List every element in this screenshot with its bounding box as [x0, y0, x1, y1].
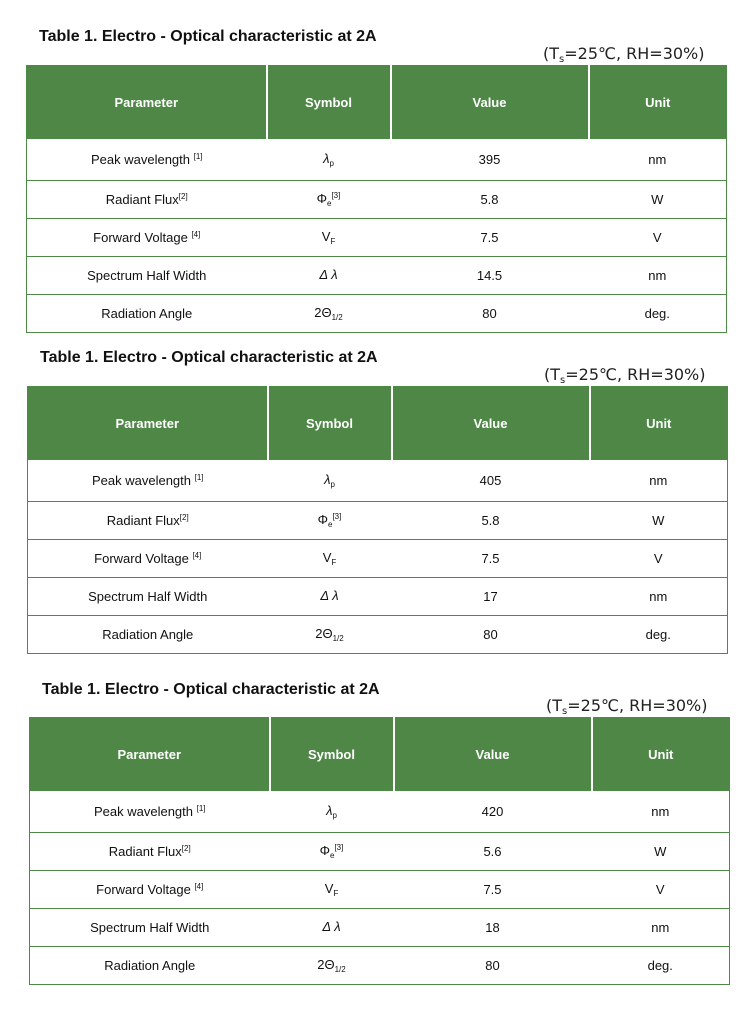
col-header-parameter: Parameter: [28, 387, 268, 460]
symbol-main: 2Θ: [315, 626, 333, 641]
param-ref: [4]: [192, 551, 202, 560]
param-ref: [2]: [179, 513, 189, 522]
table-row: [30, 791, 730, 833]
value-cell: 7.5: [392, 540, 590, 578]
symbol-main: 2Θ: [317, 957, 335, 972]
param-cell: [27, 139, 267, 181]
unit-cell: W: [589, 181, 727, 219]
symbol-cell: [268, 540, 392, 578]
symbol-cell: [267, 219, 391, 257]
header-row: [27, 66, 727, 139]
symbol-main: λ: [323, 151, 330, 166]
table-1-title: Table 1. Electro - Optical characteristic at 2A: [39, 28, 377, 45]
param-text: Radiant Flux: [106, 513, 180, 528]
symbol-sub: e: [328, 520, 333, 529]
value-cell: 7.5: [391, 219, 589, 257]
param-cell: [27, 295, 267, 333]
symbol-sub: 1/2: [332, 634, 344, 643]
param-text: Radiant Flux: [108, 844, 182, 859]
value-cell: 14.5: [391, 257, 589, 295]
param-ref: [2]: [178, 192, 188, 201]
symbol-cell: [270, 947, 394, 985]
param-text: Radiation Angle: [104, 958, 196, 973]
cond-open: (T: [543, 44, 560, 63]
spec-table-2: [27, 386, 728, 654]
symbol-cell: [270, 833, 394, 871]
param-text: Forward Voltage: [94, 551, 193, 566]
col-header-symbol: Symbol: [270, 718, 394, 791]
symbol-cell: [268, 578, 392, 616]
param-text: Peak wavelength: [91, 473, 195, 488]
col-header-parameter: Parameter: [27, 66, 267, 139]
param-cell: [27, 257, 267, 295]
param-text: Radiation Angle: [101, 306, 193, 321]
cond-open: (T: [544, 365, 561, 384]
unit-cell: W: [592, 833, 730, 871]
param-ref: [2]: [181, 844, 191, 853]
param-text: Forward Voltage: [93, 230, 192, 245]
header-row: [28, 387, 728, 460]
symbol-cell: [267, 295, 391, 333]
symbol-cell: [270, 791, 394, 833]
symbol-main: V: [321, 229, 331, 244]
symbol-sub: 1/2: [334, 965, 346, 974]
col-header-symbol: Symbol: [267, 66, 391, 139]
unit-cell: nm: [589, 139, 727, 181]
symbol-sub: 1/2: [331, 313, 343, 322]
cond-sub: s: [562, 706, 568, 717]
table-row: [28, 502, 728, 540]
col-header-symbol: Symbol: [268, 387, 392, 460]
param-text: Spectrum Half Width: [87, 268, 207, 283]
symbol-sub: e: [327, 199, 332, 208]
value-cell: 17: [392, 578, 590, 616]
param-cell: [30, 791, 270, 833]
symbol-main: Φ: [317, 512, 328, 527]
unit-cell: W: [590, 502, 728, 540]
symbol-cell: [270, 871, 394, 909]
col-header-unit: Unit: [592, 718, 730, 791]
table-2-conditions: [544, 365, 706, 386]
table-row: [28, 616, 728, 654]
symbol-sub: F: [331, 558, 337, 567]
cond-sub: s: [560, 375, 566, 386]
param-text: Forward Voltage: [96, 882, 195, 897]
param-cell: [30, 909, 270, 947]
col-header-value: Value: [394, 718, 592, 791]
symbol-cell: [268, 616, 392, 654]
unit-cell: deg.: [592, 947, 730, 985]
symbol-cell: [267, 257, 391, 295]
param-cell: [28, 578, 268, 616]
unit-cell: nm: [590, 460, 728, 502]
spec-table-3: [29, 717, 730, 985]
unit-cell: nm: [590, 578, 728, 616]
param-ref: [4]: [194, 882, 204, 891]
cond-rest: =25℃, RH=30%): [564, 44, 705, 63]
table-3-conditions: [546, 696, 708, 717]
symbol-sub: F: [330, 237, 336, 246]
symbol-sub: e: [330, 851, 335, 860]
symbol-main: Δ λ: [320, 588, 339, 603]
symbol-main: V: [322, 550, 332, 565]
param-cell: [30, 833, 270, 871]
param-cell: [27, 219, 267, 257]
param-cell: [28, 460, 268, 502]
symbol-main: V: [324, 881, 334, 896]
symbol-sub: p: [329, 159, 334, 168]
param-text: Radiant Flux: [105, 192, 179, 207]
symbol-main: Φ: [316, 191, 327, 206]
table-1-conditions: [543, 44, 705, 65]
param-text: Spectrum Half Width: [90, 920, 210, 935]
value-cell: 395: [391, 139, 589, 181]
symbol-sub: F: [333, 889, 339, 898]
symbol-sub: p: [330, 480, 335, 489]
param-text: Spectrum Half Width: [88, 589, 208, 604]
cond-rest: =25℃, RH=30%): [567, 696, 708, 715]
param-text: Peak wavelength: [93, 804, 197, 819]
cond-rest: =25℃, RH=30%): [565, 365, 706, 384]
table-row: [27, 139, 727, 181]
table-row: [30, 833, 730, 871]
unit-cell: deg.: [589, 295, 727, 333]
table-row: [27, 257, 727, 295]
cond-open: (T: [546, 696, 563, 715]
param-text: Peak wavelength: [90, 152, 194, 167]
value-cell: 80: [392, 616, 590, 654]
param-ref: [4]: [191, 230, 201, 239]
col-header-value: Value: [392, 387, 590, 460]
symbol-sup: [3]: [332, 512, 342, 521]
symbol-cell: [267, 139, 391, 181]
value-cell: 5.8: [391, 181, 589, 219]
param-ref: [1]: [193, 152, 203, 161]
symbol-main: Δ λ: [322, 919, 341, 934]
value-cell: 7.5: [394, 871, 592, 909]
symbol-main: Δ λ: [319, 267, 338, 282]
unit-cell: nm: [589, 257, 727, 295]
table-row: [27, 219, 727, 257]
value-cell: 405: [392, 460, 590, 502]
value-cell: 5.8: [392, 502, 590, 540]
table-row: [27, 295, 727, 333]
value-cell: 80: [394, 947, 592, 985]
unit-cell: V: [590, 540, 728, 578]
symbol-cell: [268, 502, 392, 540]
table-row: [30, 947, 730, 985]
unit-cell: nm: [592, 791, 730, 833]
table-row: [28, 540, 728, 578]
param-cell: [27, 181, 267, 219]
table-row: [28, 578, 728, 616]
symbol-sup: [3]: [331, 191, 341, 200]
unit-cell: deg.: [590, 616, 728, 654]
param-cell: [30, 871, 270, 909]
symbol-main: 2Θ: [314, 305, 332, 320]
param-cell: [30, 947, 270, 985]
cond-sub: s: [559, 54, 565, 65]
value-cell: 18: [394, 909, 592, 947]
table-row: [30, 871, 730, 909]
param-cell: [28, 616, 268, 654]
header-row: [30, 718, 730, 791]
unit-cell: nm: [592, 909, 730, 947]
table-row: [30, 909, 730, 947]
symbol-sup: [3]: [334, 843, 344, 852]
param-ref: [1]: [194, 473, 204, 482]
param-ref: [1]: [196, 804, 206, 813]
symbol-cell: [268, 460, 392, 502]
param-cell: [28, 540, 268, 578]
table-2-title: Table 1. Electro - Optical characteristic at 2A: [40, 349, 378, 366]
col-header-unit: Unit: [589, 66, 727, 139]
symbol-cell: [267, 181, 391, 219]
symbol-main: Φ: [319, 843, 330, 858]
col-header-parameter: Parameter: [30, 718, 270, 791]
table-row: [27, 181, 727, 219]
col-header-value: Value: [391, 66, 589, 139]
value-cell: 420: [394, 791, 592, 833]
value-cell: 80: [391, 295, 589, 333]
symbol-cell: [270, 909, 394, 947]
symbol-main: λ: [326, 803, 333, 818]
table-row: [28, 460, 728, 502]
unit-cell: V: [589, 219, 727, 257]
symbol-main: λ: [324, 472, 331, 487]
symbol-sub: p: [332, 811, 337, 820]
param-cell: [28, 502, 268, 540]
spec-table-1: [26, 65, 727, 333]
value-cell: 5.6: [394, 833, 592, 871]
param-text: Radiation Angle: [102, 627, 194, 642]
table-3-title: Table 1. Electro - Optical characteristic at 2A: [42, 681, 380, 698]
unit-cell: V: [592, 871, 730, 909]
col-header-unit: Unit: [590, 387, 728, 460]
